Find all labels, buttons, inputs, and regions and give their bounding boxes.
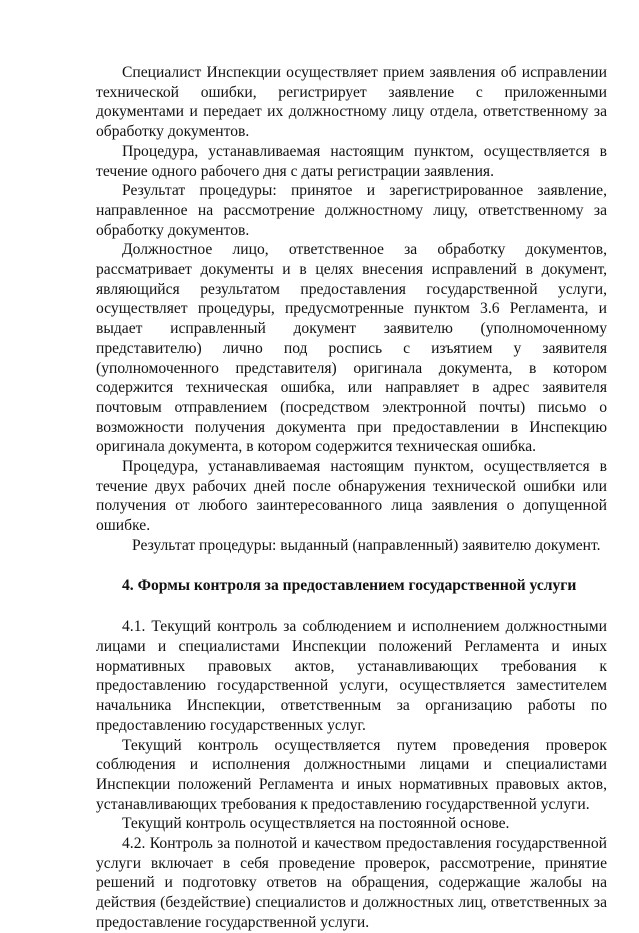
- paragraph-current-control-method: Текущий контроль осуществляется путем проведения проверок соблюдения и исполнения должностными лицами и специалистами Инспекции положений Регламента и иных нормативных правовых актов, устанавливающих требования к предоставлению государственной услуги.: [96, 736, 607, 813]
- paragraph-procedure-result-registration: Результат процедуры: принятое и зарегистрированное заявление, направленное на рассмотрение должностному лицу, ответственному за обработку документов.: [96, 182, 607, 239]
- paragraph-official-review: Должностное лицо, ответственное за обработку документов, рассматривает документы и в целях внесения исправлений в документ, являющийся результатом предоставления государственной услуги, осуществляет процедуры, предусмотренные пунктом 3.6 Регламента, и выдает исправленный документ заявителю (уполномоченному представителю) лично под роспись с изъятием у заявителя (уполномоченного представителя) оригинала документа, в котором содержится техническая ошибка, или направляет в адрес заявителя почтовым отправлением (посредством электронной почты) письмо о возможности получения документа при предоставлении в Инспекцию оригинала документа, в котором содержится техническая ошибка.: [96, 241, 607, 456]
- document-page: [96, 63, 607, 933]
- paragraph-procedure-result-issued: Результат процедуры: выданный (направленный) заявителю документ.: [132, 536, 601, 554]
- section-heading: 4. Формы контроля за предоставлением государственной услуги: [122, 576, 577, 594]
- paragraph-application-receipt: Специалист Инспекции осуществляет прием заявления об исправлении технической ошибки, регистрирует заявление с приложенными документами и передает их должностному лицу отдела, ответственному за обработку документов.: [96, 64, 607, 141]
- paragraph-current-control-basis: Текущий контроль осуществляется на постоянной основе.: [122, 815, 510, 833]
- paragraph-4-2-quality-control: 4.2. Контроль за полнотой и качеством предоставления государственной услуги включает в себя проведение проверок, рассмотрение, принятие решений и подготовку ответов на обращения, содержащие жалобы на действия (бездействие) специалистов и должностных лиц, ответственных за предоставление государственной услуги.: [96, 835, 607, 931]
- paragraph-4-1-current-control: 4.1. Текущий контроль за соблюдением и исполнением должностными лицами и специалистами Инспекции положений Регламента и иных нормативных правовых актов, устанавливающих требования к предоставлению государственной услуги, осуществляется заместителем начальника Инспекции, ответственным за организацию работы по предоставлению государственных услуг.: [96, 618, 607, 734]
- paragraph-procedure-term-correction: Процедура, устанавливаемая настоящим пунктом, осуществляется в течение двух рабочих дней после обнаружения технической ошибки или получения от любого заинтересованного лица заявления о допущенной ошибке.: [96, 458, 607, 535]
- spacer: [96, 595, 607, 617]
- spacer: [96, 556, 607, 576]
- paragraph-procedure-term-registration: Процедура, устанавливаемая настоящим пунктом, осуществляется в течение одного рабочего дня с даты регистрации заявления.: [96, 142, 607, 180]
